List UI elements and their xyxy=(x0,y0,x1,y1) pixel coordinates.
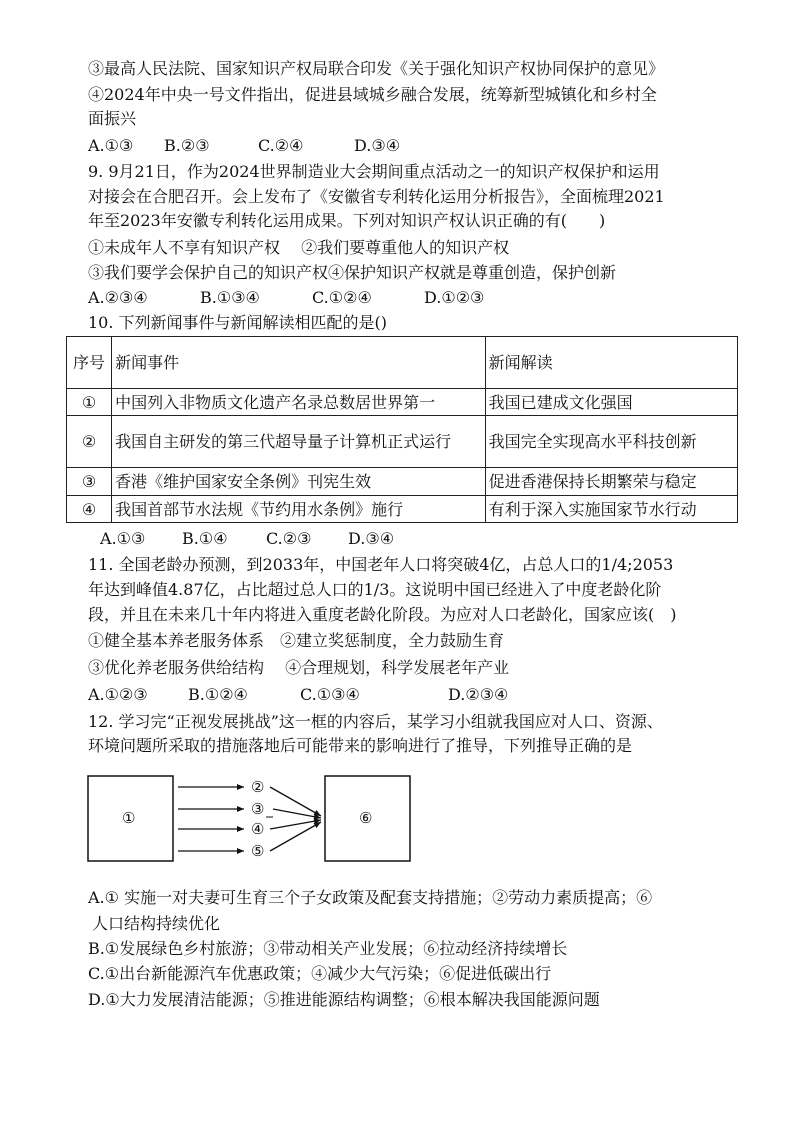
q11-stem-line2: 年达到峰值4.87亿，占比超过总人口的1/3。这说明中国已经进入了中度老龄化阶 xyxy=(88,580,662,599)
row-reading: 促进香港保持长期繁荣与稳定 xyxy=(485,468,737,496)
q8-options xyxy=(88,135,400,157)
q10-option-d[interactable]: D.③④ xyxy=(348,529,395,548)
mid-label-3: ③ xyxy=(251,800,265,818)
header-reading: 新闻解读 xyxy=(485,337,737,389)
q8-option-b[interactable]: B.②③ xyxy=(164,136,210,155)
row-no: ① xyxy=(67,389,112,416)
header-no: 序号 xyxy=(67,337,112,389)
q12-option-a-line1[interactable]: A.① 实施一对夫妻可生育三个子女政策及配套支持措施；②劳动力素质提高；⑥ xyxy=(88,888,653,907)
q12-option-a-line2: 人口结构持续优化 xyxy=(92,914,221,933)
q9-option-b[interactable]: B.①③④ xyxy=(200,288,260,307)
mid-label-4: ④ xyxy=(251,820,265,838)
header-event: 新闻事件 xyxy=(112,337,486,389)
row-event: 我国自主研发的第三代超导量子计算机正式运行 xyxy=(112,416,486,468)
q11-option-c[interactable]: C.①③④ xyxy=(300,685,360,704)
q11-option-b[interactable]: B.①②④ xyxy=(188,685,248,704)
q12-stem-line2: 环境问题所采取的措施落地后可能带来的影响进行了推导，下列推导正确的是 xyxy=(88,736,633,755)
row-no: ④ xyxy=(67,496,112,523)
mid-label-2: ② xyxy=(251,778,265,796)
news-table-header xyxy=(67,337,738,389)
q11-items-line2: ③优化养老服务供给结构 ④合理规划，科学发展老年产业 xyxy=(88,658,510,677)
q12-option-c[interactable]: C.①出台新能源汽车优惠政策；④减少大气污染；⑥促进低碳出行 xyxy=(88,964,552,983)
table-row xyxy=(67,416,738,468)
q9-stem-line1: 9. 9月21日，作为2024世界制造业大会期间重点活动之一的知识产权保护和运用 xyxy=(88,162,660,181)
q9-option-a[interactable]: A.②③④ xyxy=(88,288,148,307)
q9-stem-line3: 年至2023年安徽专利转化运用成果。下列对知识产权认识正确的有( ) xyxy=(88,211,606,230)
q8-option-c[interactable]: C.②④ xyxy=(258,136,304,155)
left-box-label: ① xyxy=(122,809,136,827)
q8-option-d[interactable]: D.③④ xyxy=(354,136,401,155)
q11-items-line1: ①健全基本养老服务体系 ②建立奖惩制度，全力鼓励生育 xyxy=(88,631,505,650)
table-row xyxy=(67,468,738,496)
q9-option-c[interactable]: C.①②④ xyxy=(312,288,372,307)
q9-options xyxy=(88,287,484,309)
q9-stem-line2: 对接会在合肥召开。会上发布了《安徽省专利转化运用分析报告》，全面梳理2021 xyxy=(88,187,665,206)
q11-options xyxy=(88,684,508,706)
table-row xyxy=(67,496,738,523)
q10-option-b[interactable]: B.①④ xyxy=(182,529,228,548)
q10-option-a[interactable]: A.①③ xyxy=(100,529,146,548)
q9-option-d[interactable]: D.①②③ xyxy=(424,288,485,307)
q12-stem-line1: 12. 学习完“正视发展挑战”这一框的内容后，某学习小组就我国应对人口、资源、 xyxy=(88,712,663,731)
row-no: ③ xyxy=(67,468,112,496)
q10-stem: 10. 下列新闻事件与新闻解读相匹配的是() xyxy=(88,313,388,332)
q11-stem-line1: 11. 全国老龄办预测，到2033年，中国老年人口将突破4亿，占总人口的1/4;2053 xyxy=(88,555,674,574)
row-reading: 我国完全实现高水平科技创新 xyxy=(485,416,737,468)
q9-items-line2: ③我们要学会保护自己的知识产权④保护知识产权就是尊重创造，保护创新 xyxy=(88,263,617,282)
right-box-label: ⑥ xyxy=(359,809,373,827)
q9-items-line1: ①未成年人不享有知识产权 ②我们要尊重他人的知识产权 xyxy=(88,238,510,257)
q8-option-a[interactable]: A.①③ xyxy=(88,136,134,155)
row-reading: 有利于深入实施国家节水行动 xyxy=(485,496,737,523)
arrow-5 xyxy=(270,787,321,816)
table-row xyxy=(67,389,738,416)
q8-item-4-line1: ④2024年中央一号文件指出，促进县域城乡融合发展，统筹新型城镇化和乡村全 xyxy=(88,85,657,104)
arrow-8 xyxy=(270,822,321,851)
row-event: 香港《维护国家安全条例》刊宪生效 xyxy=(112,468,486,496)
q10-option-c[interactable]: C.②③ xyxy=(266,529,312,548)
arrow-7 xyxy=(270,820,321,829)
row-event: 中国列入非物质文化遗产名录总数居世界第一 xyxy=(112,389,486,416)
news-table xyxy=(66,336,738,523)
q8-item-4-line2: 面振兴 xyxy=(88,109,137,128)
inference-diagram xyxy=(80,768,430,868)
row-no: ② xyxy=(67,416,112,468)
q8-item-3: ③最高人民法院、国家知识产权局联合印发《关于强化知识产权协同保护的意见》 xyxy=(88,59,665,78)
mid-label-5: ⑤ xyxy=(251,842,265,860)
arrow-6 xyxy=(273,809,321,818)
q12-option-d[interactable]: D.①大力发展清洁能源；⑤推进能源结构调整；⑥根本解决我国能源问题 xyxy=(88,990,600,1009)
q12-option-b[interactable]: B.①发展绿色乡村旅游；③带动相关产业发展；⑥拉动经济持续增长 xyxy=(88,939,568,958)
q11-stem-line3: 段，并且在未来几十年内将进入重度老龄化阶段。为应对人口老龄化，国家应该( ) xyxy=(88,605,677,624)
q11-option-d[interactable]: D.②③④ xyxy=(448,685,509,704)
row-event: 我国首部节水法规《节约用水条例》施行 xyxy=(112,496,486,523)
row-reading: 我国已建成文化强国 xyxy=(485,389,737,416)
q11-option-a[interactable]: A.①②③ xyxy=(88,685,148,704)
q10-options xyxy=(100,528,394,550)
